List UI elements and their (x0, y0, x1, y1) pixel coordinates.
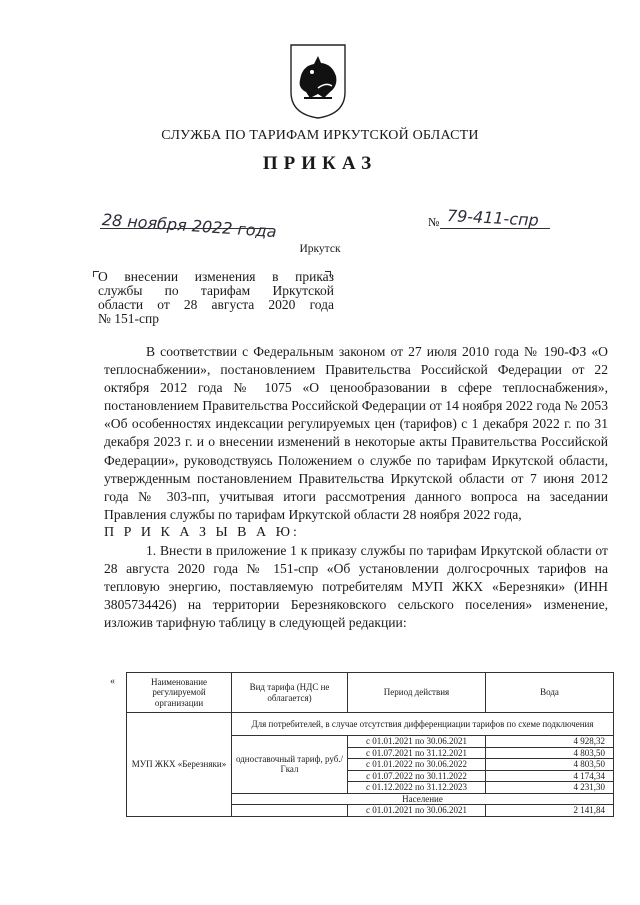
city-name: Иркутск (299, 243, 341, 255)
cell-period: с 01.12.2022 по 31.12.2023 (348, 782, 486, 794)
cell-value: 4 803,50 (486, 747, 614, 759)
cell-org-name: МУП ЖКХ «Березняки» (127, 713, 232, 817)
cell-value: 4 928,32 (486, 736, 614, 748)
coat-of-arms-icon (288, 42, 348, 120)
preamble-paragraph: В соответствии с Федеральным законом от 27 июля 2010 года № 190-ФЗ «О теплоснабжении», постановлением Правительства Российской Федерации от 22 октября 2012 года № 1075 «О ценообразовании в сфере теплоснабжения», постановлением Правительства Российской Федерации от 14 ноября 2022 года № 2053 «Об особенностях индексации регулируемых цен (тарифов) с 1 декабря 2022 г. по 31 декабря 2023 г. и о внесении изменений в некоторые акты Правительства Российской Федерации», руководствуясь Положением о службе по тарифам Иркутской области, утвержденным постановлением Правительства Иркутской области от 7 июня 2012 года № 303-пп, учитывая итоги рассмотрения данного вопроса на заседании Правления службы по тарифам Иркутской области 28 ноября 2022 года, (104, 344, 608, 522)
cell-period: с 01.01.2021 по 30.06.2021 (348, 805, 486, 817)
cell-period: с 01.01.2021 по 30.06.2021 (348, 736, 486, 748)
subject-line: № 151-спр (98, 311, 159, 326)
cell-period: с 01.07.2022 по 30.11.2022 (348, 770, 486, 782)
cell-value: 2 141,84 (486, 805, 614, 817)
cell-value: 4 231,30 (486, 782, 614, 794)
subject-line: службы по тарифам Иркутской (98, 283, 334, 298)
number-underline (440, 228, 550, 229)
tariff-table-container (104, 672, 614, 817)
header-water: Вода (486, 673, 614, 713)
handwritten-date: 28 ноября 2022 года (101, 210, 278, 242)
header-period: Период действия (348, 673, 486, 713)
handwritten-number: 79-411-спр (446, 206, 540, 230)
date-underline (100, 228, 270, 229)
cell-value: 4 803,50 (486, 759, 614, 771)
subject-line: О внесении изменения в приказ (98, 269, 334, 284)
agency-name: СЛУЖБА ПО ТАРИФАМ ИРКУТСКОЙ ОБЛАСТИ (161, 128, 479, 143)
open-quote: « (110, 676, 115, 687)
subject-line: области от 28 августа 2020 года (98, 297, 334, 312)
cell-tariff-kind: одноставочный тариф, руб./Гкал (232, 736, 348, 794)
header-tariff-type: Вид тарифа (НДС не облагается) (232, 673, 348, 713)
section-population: Население (232, 793, 614, 805)
section-consumers: Для потребителей, в случае отсутствия дифференциации тарифов по схеме подключения (232, 713, 614, 736)
order-body (104, 343, 608, 633)
number-sign: № (428, 215, 440, 229)
cell-period: с 01.01.2022 по 30.06.2022 (348, 759, 486, 771)
decree-heading: П Р И К А З Ы В А Ю: (104, 524, 300, 540)
header-org: Наименование регулируемой организации (127, 673, 232, 713)
item-1-paragraph: 1. Внести в приложение 1 к приказу службы по тарифам Иркутской области от 28 августа 2020 года № 151-спр «Об установлении долгосрочных тарифов на тепловую энергию, поставляемую потребителям МУП ЖКХ «Березняки» (ИНН 3805734426) на территории Березняковского сельского поселения» изменение, изложив тарифную таблицу в следующей редакции: (104, 543, 608, 631)
tariff-table (126, 672, 614, 817)
document-title: ПРИКАЗ (262, 153, 378, 174)
cell-tariff-kind-empty (232, 805, 348, 817)
cell-period: с 01.07.2021 по 31.12.2021 (348, 747, 486, 759)
order-subject (98, 270, 334, 326)
cell-value: 4 174,34 (486, 770, 614, 782)
